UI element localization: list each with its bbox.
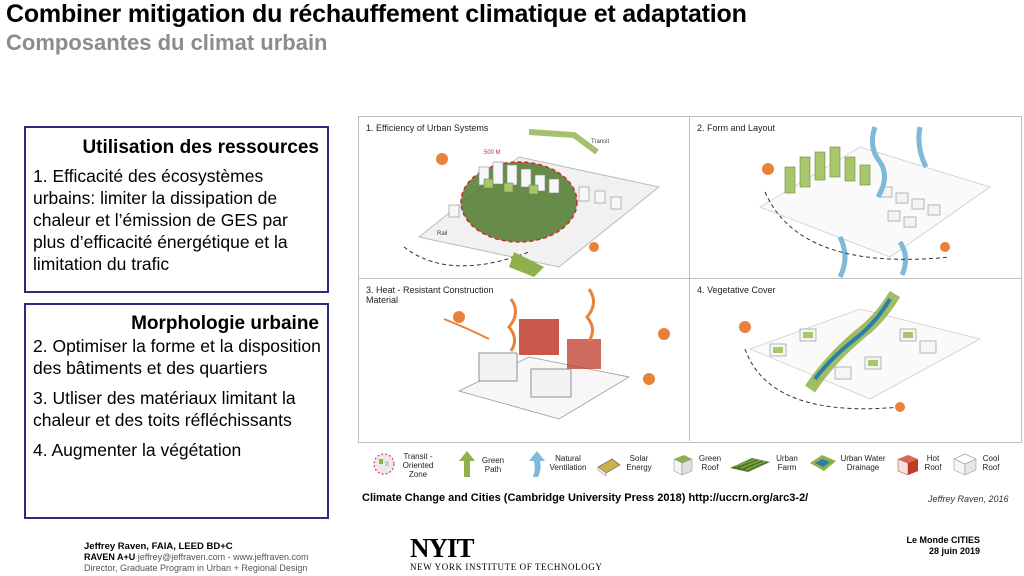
urban-farm-icon	[728, 454, 772, 476]
presenter-role: Director, Graduate Program in Urban + Regional Design	[84, 563, 308, 573]
panel-heat-resistant	[359, 279, 690, 441]
radius-annotation: 500 M	[484, 150, 501, 156]
vegetative-cover-illustration	[690, 279, 1021, 441]
morphology-box	[24, 303, 329, 519]
morphology-item-3: 3. Utliser des matériaux limitant la chaleur et des toits réfléchissants	[33, 388, 296, 430]
source-citation: Climate Change and Cities (Cambridge University Press 2018) http://uccrn.org/arc3-2/	[362, 492, 809, 504]
rail-annotation: Rail	[437, 231, 448, 237]
resources-heading: Utilisation des ressources	[82, 137, 319, 158]
morphology-heading: Morphologie urbaine	[131, 313, 319, 334]
transit-zone-icon	[372, 452, 396, 476]
slide-subtitle: Composantes du climat urbain	[6, 30, 328, 55]
form-layout-illustration	[690, 117, 1021, 279]
legend-transit-zone: Transit - Oriented Zone	[372, 448, 442, 484]
panel-form-layout	[690, 117, 1021, 279]
nyit-logo-subtitle: NEW YORK INSTITUTE OF TECHNOLOGY	[410, 562, 603, 572]
panel-form-layout-label: 2. Form and Layout	[697, 123, 776, 133]
legend-green-path: Green Path	[458, 448, 518, 484]
panel-efficiency	[359, 117, 690, 279]
slide-title: Combiner mitigation du réchauffement climatique et adaptation	[6, 0, 747, 28]
green-path-icon	[458, 451, 476, 477]
presenter-name: Jeffrey Raven, FAIA, LEED BD+C	[84, 541, 233, 552]
cool-roof-icon	[952, 451, 978, 477]
heat-resistant-illustration	[359, 279, 690, 441]
legend-urban-farm: Urban Farm	[728, 448, 808, 484]
transit-annotation: Transit	[591, 139, 610, 145]
legend-urban-water-drainage: Urban Water Drainage	[808, 448, 898, 484]
event-name: Le Monde CITIES	[906, 535, 980, 545]
solar-energy-icon	[596, 453, 622, 477]
natural-ventilation-icon	[528, 451, 546, 477]
contact-info: jeffrey@jeffraven.com - www.jeffraven.com	[135, 552, 309, 562]
panel-efficiency-label: 1. Efficiency of Urban Systems	[366, 123, 489, 133]
panel-heat-resistant-label: 3. Heat - Resistant Construction Material	[366, 285, 494, 305]
event-date: 28 juin 2019	[928, 546, 980, 556]
efficiency-illustration	[359, 117, 690, 279]
resources-box	[24, 126, 329, 293]
figure-legend	[358, 446, 1022, 486]
legend-natural-ventilation: Natural Ventilation	[528, 448, 598, 484]
morphology-item-4: 4. Augmenter la végétation	[33, 440, 242, 460]
green-roof-icon	[672, 451, 694, 477]
hot-roof-icon	[896, 451, 920, 477]
figure-author: Jeffrey Raven, 2016	[928, 494, 1009, 504]
presenter-contact	[84, 552, 308, 562]
panel-vegetative-cover-label: 4. Vegetative Cover	[697, 285, 776, 295]
urban-climate-figure	[358, 116, 1022, 443]
legend-green-roof: Green Roof	[672, 448, 732, 484]
morphology-item-2: 2. Optimiser la forme et la disposition des bâtiments et des quartiers	[33, 336, 321, 378]
firm-name: RAVEN A+U	[84, 552, 136, 562]
legend-solar-energy: Solar Energy	[596, 448, 656, 484]
resources-item-1: 1. Efficacité des écosystèmes urbains: limiter la dissipation de chaleur et l’émission de GES par plus d’efficacité énergétique et la limitation du trafic	[33, 166, 288, 274]
legend-cool-roof: Cool Roof	[952, 448, 1014, 484]
panel-vegetative-cover	[690, 279, 1021, 441]
event-info	[900, 535, 980, 557]
legend-hot-roof: Hot Roof	[896, 448, 946, 484]
urban-water-drainage-icon	[808, 451, 838, 477]
nyit-logo: NYIT	[410, 533, 474, 563]
